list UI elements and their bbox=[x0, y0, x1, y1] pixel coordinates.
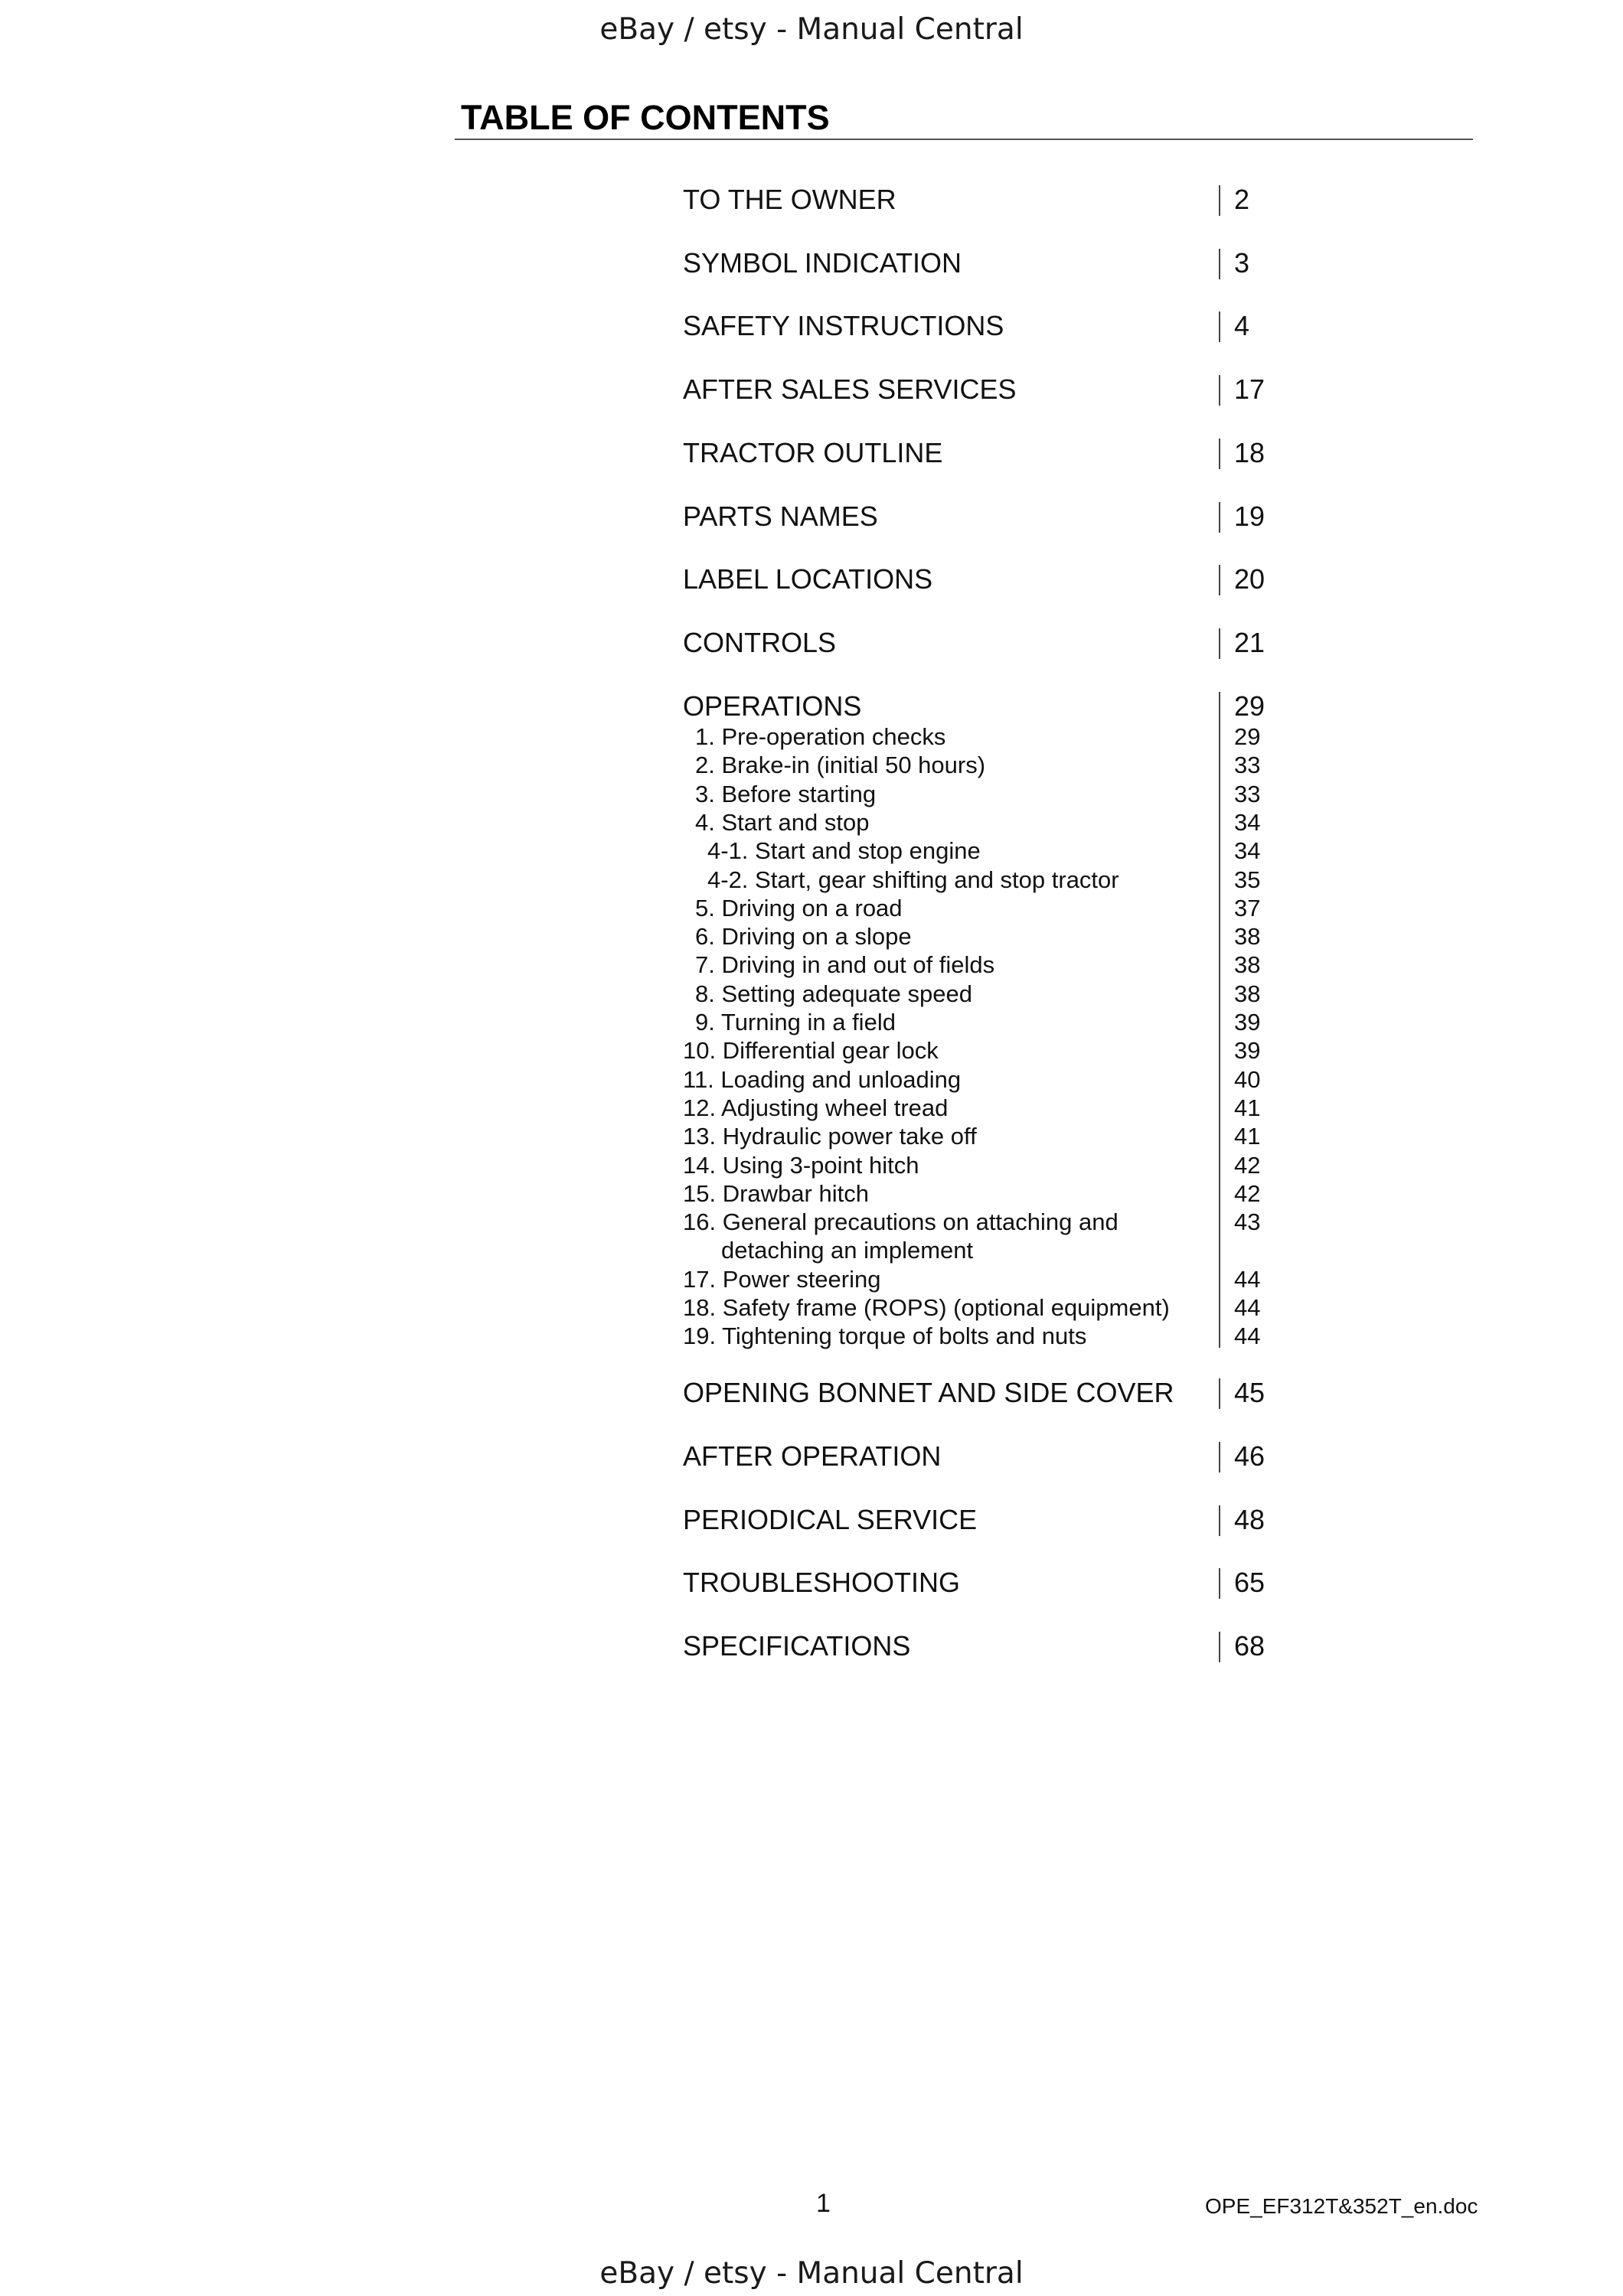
toc-entry-title: SPECIFICATIONS bbox=[683, 1630, 911, 1662]
toc-entry-title: TO THE OWNER bbox=[683, 184, 896, 215]
toc-subentry-title: 5. Driving on a road bbox=[695, 895, 903, 921]
toc-subentry-page: 35 bbox=[1234, 866, 1261, 893]
toc-entry-page: 2 bbox=[1234, 184, 1250, 215]
toc-subentry-page: 42 bbox=[1234, 1180, 1261, 1207]
toc-entry-page: 46 bbox=[1234, 1440, 1265, 1472]
toc-subentry-page: 41 bbox=[1234, 1123, 1261, 1150]
watermark-top: eBay / etsy - Manual Central bbox=[599, 12, 1024, 47]
toc-subentry-page: 37 bbox=[1234, 895, 1261, 921]
toc-subentry-page: 38 bbox=[1234, 923, 1261, 950]
toc-subentry-title: 6. Driving on a slope bbox=[695, 923, 912, 950]
toc-subentry-title: 18. Safety frame (ROPS) (optional equipment) bbox=[683, 1294, 1170, 1321]
toc-entry-page: 45 bbox=[1234, 1377, 1265, 1408]
toc-subentry-title: 14. Using 3-point hitch bbox=[683, 1152, 919, 1179]
toc-subentry-page: 38 bbox=[1234, 980, 1261, 1007]
toc-subentry-page: 29 bbox=[1234, 723, 1261, 750]
toc-subentry-title: 1. Pre-operation checks bbox=[695, 723, 946, 750]
toc-subentry-title: 15. Drawbar hitch bbox=[683, 1180, 869, 1207]
toc-subentry-page: 43 bbox=[1234, 1208, 1261, 1235]
toc-subentry-page: 44 bbox=[1234, 1322, 1261, 1349]
toc-entry-page: 68 bbox=[1234, 1630, 1265, 1662]
toc-subentry-title: 17. Power steering bbox=[683, 1266, 881, 1293]
toc-entry-page: 65 bbox=[1234, 1567, 1265, 1598]
toc-subentry-title: 12. Adjusting wheel tread bbox=[683, 1094, 949, 1121]
toc-subentry-page: 33 bbox=[1234, 752, 1261, 778]
toc-subentry-title: 4-1. Start and stop engine bbox=[707, 837, 981, 864]
toc-entry-title: SAFETY INSTRUCTIONS bbox=[683, 310, 1004, 341]
toc-entry-title: SYMBOL INDICATION bbox=[683, 247, 962, 279]
page-column-divider bbox=[1219, 249, 1220, 279]
toc-subentry-page: 42 bbox=[1234, 1152, 1261, 1179]
toc-subentry-page: 40 bbox=[1234, 1066, 1261, 1093]
page-column-divider bbox=[1219, 1442, 1220, 1473]
page-column-divider bbox=[1219, 1632, 1220, 1662]
page-column-divider bbox=[1219, 1378, 1220, 1409]
footer-page-number: 1 bbox=[816, 2189, 831, 2218]
toc-subentry-title: 10. Differential gear lock bbox=[683, 1037, 939, 1064]
toc-subentry-page: 39 bbox=[1234, 1037, 1261, 1064]
toc-entry-page: 20 bbox=[1234, 563, 1265, 595]
page-column-divider bbox=[1219, 185, 1220, 216]
toc-entry-page: 3 bbox=[1234, 247, 1250, 279]
toc-entry-title: AFTER SALES SERVICES bbox=[683, 373, 1017, 405]
toc-subentry-title: 13. Hydraulic power take off bbox=[683, 1123, 977, 1150]
toc-subentry-page: 39 bbox=[1234, 1009, 1261, 1035]
page-column-divider bbox=[1219, 439, 1220, 469]
page-column-divider bbox=[1219, 1505, 1220, 1536]
footer-filename: OPE_EF312T&352T_en.doc bbox=[1205, 2194, 1478, 2218]
page-column-divider bbox=[1219, 375, 1220, 406]
page-column-divider bbox=[1219, 628, 1220, 659]
toc-subentry-page: 44 bbox=[1234, 1294, 1261, 1321]
toc-entry-title: CONTROLS bbox=[683, 627, 837, 658]
toc-entry-title: OPENING BONNET AND SIDE COVER bbox=[683, 1377, 1174, 1408]
toc-subentry-title: 7. Driving in and out of fields bbox=[695, 951, 995, 978]
toc-entry-title: LABEL LOCATIONS bbox=[683, 563, 933, 595]
toc-subentry-title: 8. Setting adequate speed bbox=[695, 980, 972, 1007]
toc-subentry-title: 19. Tightening torque of bolts and nuts bbox=[683, 1322, 1087, 1349]
toc-subentry-title: 11. Loading and unloading bbox=[683, 1066, 962, 1093]
toc-subentry-title: 2. Brake-in (initial 50 hours) bbox=[695, 752, 986, 778]
toc-subentry-title: detaching an implement bbox=[721, 1237, 974, 1264]
toc-entry-title: PERIODICAL SERVICE bbox=[683, 1504, 978, 1535]
toc-entry-title: PARTS NAMES bbox=[683, 501, 878, 532]
toc-subentry-title: 16. General precautions on attaching and bbox=[683, 1208, 1118, 1235]
toc-subentry-page: 41 bbox=[1234, 1094, 1261, 1121]
page-column-divider bbox=[1219, 502, 1220, 533]
toc-entry-page: 17 bbox=[1234, 373, 1265, 405]
toc-entry-page: 29 bbox=[1234, 690, 1265, 722]
toc-entry-page: 48 bbox=[1234, 1504, 1265, 1535]
toc-entry-title: TRACTOR OUTLINE bbox=[683, 437, 943, 468]
toc-subentry-title: 4-2. Start, gear shifting and stop tractor bbox=[707, 866, 1119, 893]
toc-subentry-title: 3. Before starting bbox=[695, 781, 877, 807]
page-column-divider bbox=[1219, 565, 1220, 595]
toc-entry-title: OPERATIONS bbox=[683, 690, 862, 722]
toc-subentry-page: 33 bbox=[1234, 781, 1261, 807]
page-column-divider bbox=[1219, 692, 1220, 1348]
toc-entry-title: AFTER OPERATION bbox=[683, 1440, 942, 1472]
watermark-bottom: eBay / etsy - Manual Central bbox=[599, 2256, 1024, 2291]
page-column-divider bbox=[1219, 1568, 1220, 1599]
toc-entry-page: 21 bbox=[1234, 627, 1265, 658]
page-column-divider bbox=[1219, 311, 1220, 342]
toc-subentry-title: 9. Turning in a field bbox=[695, 1009, 896, 1035]
toc-subentry-page: 34 bbox=[1234, 837, 1261, 864]
page-title: TABLE OF CONTENTS bbox=[461, 98, 830, 137]
toc-subentry-page: 44 bbox=[1234, 1266, 1261, 1293]
toc-entry-page: 19 bbox=[1234, 501, 1265, 532]
toc-entry-page: 4 bbox=[1234, 310, 1250, 341]
toc-entry-title: TROUBLESHOOTING bbox=[683, 1567, 961, 1598]
toc-subentry-page: 38 bbox=[1234, 951, 1261, 978]
toc-subentry-page: 34 bbox=[1234, 809, 1261, 836]
toc-entry-page: 18 bbox=[1234, 437, 1265, 468]
toc-subentry-title: 4. Start and stop bbox=[695, 809, 870, 836]
